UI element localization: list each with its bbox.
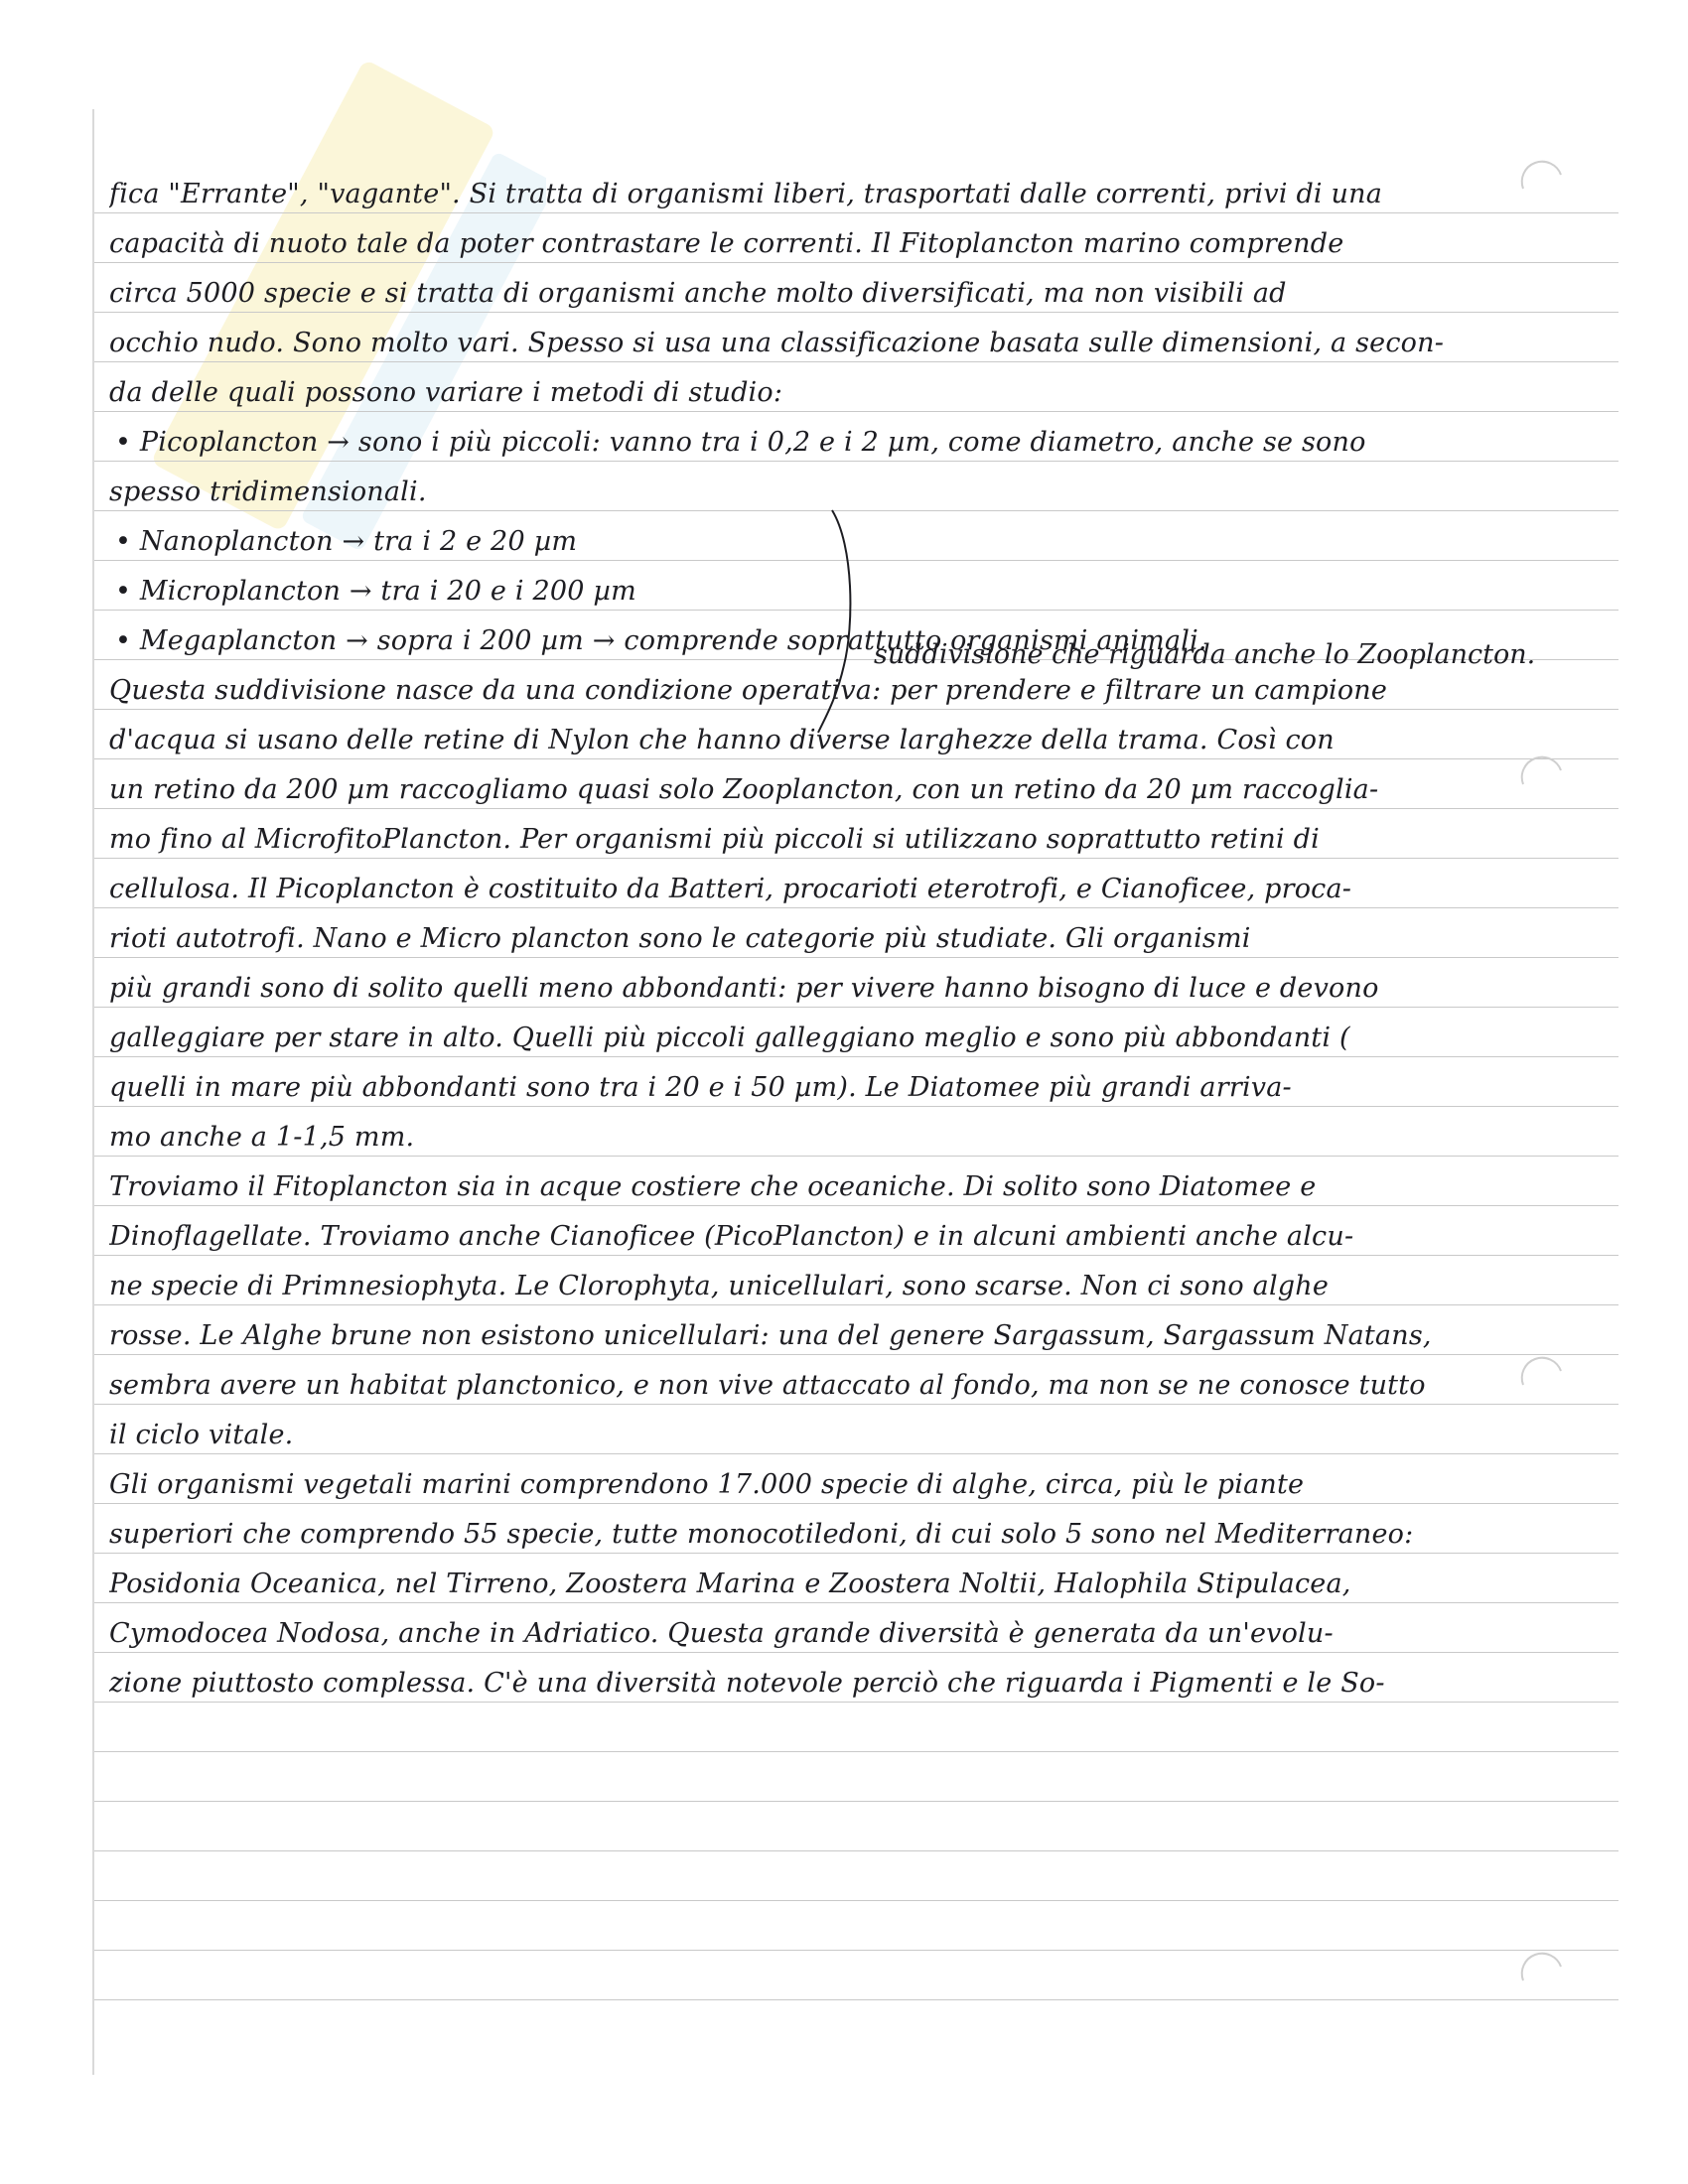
text-line: d'acqua si usano delle retine di Nylon che hanno diverse larghezze della trama. Così con xyxy=(109,725,1335,755)
text-line: Troviamo il Fitoplancton sia in acque costiere che oceaniche. Di solito sono Diatomee e xyxy=(109,1171,1317,1202)
text-line: spesso tridimensionali. xyxy=(109,477,427,507)
list-item-nanoplancton: • Nanoplancton → tra i 2 e 20 µm xyxy=(115,526,578,557)
text-line: da delle quali possono variare i metodi di studio: xyxy=(109,377,783,408)
list-item-picoplancton: • Picoplancton → sono i più piccoli: vanno tra i 0,2 e i 2 µm, come diametro, anche se sono xyxy=(115,427,1366,458)
text-line: un retino da 200 µm raccogliamo quasi solo Zooplancton, con un retino da 20 µm raccoglia- xyxy=(109,774,1379,805)
text-line: sembra avere un habitat planctonico, e non vive attaccato al fondo, ma non se ne conosce tutto xyxy=(109,1370,1426,1401)
text-line: circa 5000 specie e si tratta di organismi anche molto diversificati, ma non visibili ad xyxy=(109,278,1287,309)
list-item-microplancton: • Microplancton → tra i 20 e i 200 µm xyxy=(115,576,636,607)
text-line: Posidonia Oceanica, nel Tirreno, Zoostera Marina e Zoostera Noltii, Halophila Stipulacea, xyxy=(109,1569,1351,1599)
text-line: galleggiare per stare in alto. Quelli più piccoli galleggiano meglio e sono più abbondanti ( xyxy=(109,1023,1350,1053)
text-line: capacità di nuoto tale da poter contrastare le correnti. Il Fitoplancton marino comprende xyxy=(109,228,1344,259)
binder-hole-icon xyxy=(1519,1951,1565,1996)
ruled-line xyxy=(94,1950,1618,1951)
text-line: Dinoflagellate. Troviamo anche Cianoficee (PicoPlancton) e in alcuni ambienti anche alcu- xyxy=(109,1221,1354,1252)
text-line: mo anche a 1-1,5 mm. xyxy=(109,1122,415,1153)
text-line: ne specie di Primnesiophyta. Le Clorophyta, unicellulari, sono scarse. Non ci sono alghe xyxy=(109,1271,1330,1301)
text-line: Cymodocea Nodosa, anche in Adriatico. Questa grande diversità è generata da un'evolu- xyxy=(109,1618,1334,1649)
ruled-line xyxy=(94,1999,1618,2000)
brace-annotation: suddivisione che riguarda anche lo Zooplancton. xyxy=(874,639,1536,670)
margin-line xyxy=(92,109,94,2075)
text-line: rosse. Le Alghe brune non esistono unicellulari: una del genere Sargassum, Sargassum Natans, xyxy=(109,1320,1432,1351)
ruled-line xyxy=(94,1850,1618,1851)
text-line: occhio nudo. Sono molto vari. Spesso si usa una classificazione basata sulle dimensioni, a secon- xyxy=(109,328,1445,358)
ruled-line xyxy=(94,1801,1618,1802)
brace-icon xyxy=(814,506,874,735)
text-line: fica "Errante", "vagante". Si tratta di organismi liberi, trasportati dalle correnti, privi di una xyxy=(109,179,1383,209)
list-item-megaplancton: • Megaplancton → sopra i 200 µm → comprende soprattutto organismi animali. xyxy=(115,625,1207,656)
text-line: cellulosa. Il Picoplancton è costituito da Batteri, procarioti eterotrofi, e Cianoficee, proca- xyxy=(109,874,1352,904)
ruled-line xyxy=(94,1751,1618,1752)
text-line: rioti autotrofi. Nano e Micro plancton sono le categorie più studiate. Gli organismi xyxy=(109,923,1251,954)
text-line: superiori che comprendo 55 specie, tutte monocotiledoni, di cui solo 5 sono nel Mediterraneo: xyxy=(109,1519,1414,1550)
ruled-line xyxy=(94,1900,1618,1901)
text-line: quelli in mare più abbondanti sono tra i 20 e i 50 µm). Le Diatomee più grandi arriva- xyxy=(109,1072,1292,1103)
text-line: Questa suddivisione nasce da una condizione operativa: per prendere e filtrare un campione xyxy=(109,675,1388,706)
text-line: zione piuttosto complessa. C'è una diversità notevole perciò che riguarda i Pigmenti e le So- xyxy=(109,1668,1385,1699)
text-line: il ciclo vitale. xyxy=(109,1420,294,1450)
text-line: più grandi sono di solito quelli meno abbondanti: per vivere hanno bisogno di luce e devono xyxy=(109,973,1379,1004)
text-line: Gli organismi vegetali marini comprendono 17.000 specie di alghe, circa, più le piante xyxy=(109,1469,1305,1500)
text-line: mo fino al MicrofitoPlancton. Per organismi più piccoli si utilizzano soprattutto retini di xyxy=(109,824,1320,855)
